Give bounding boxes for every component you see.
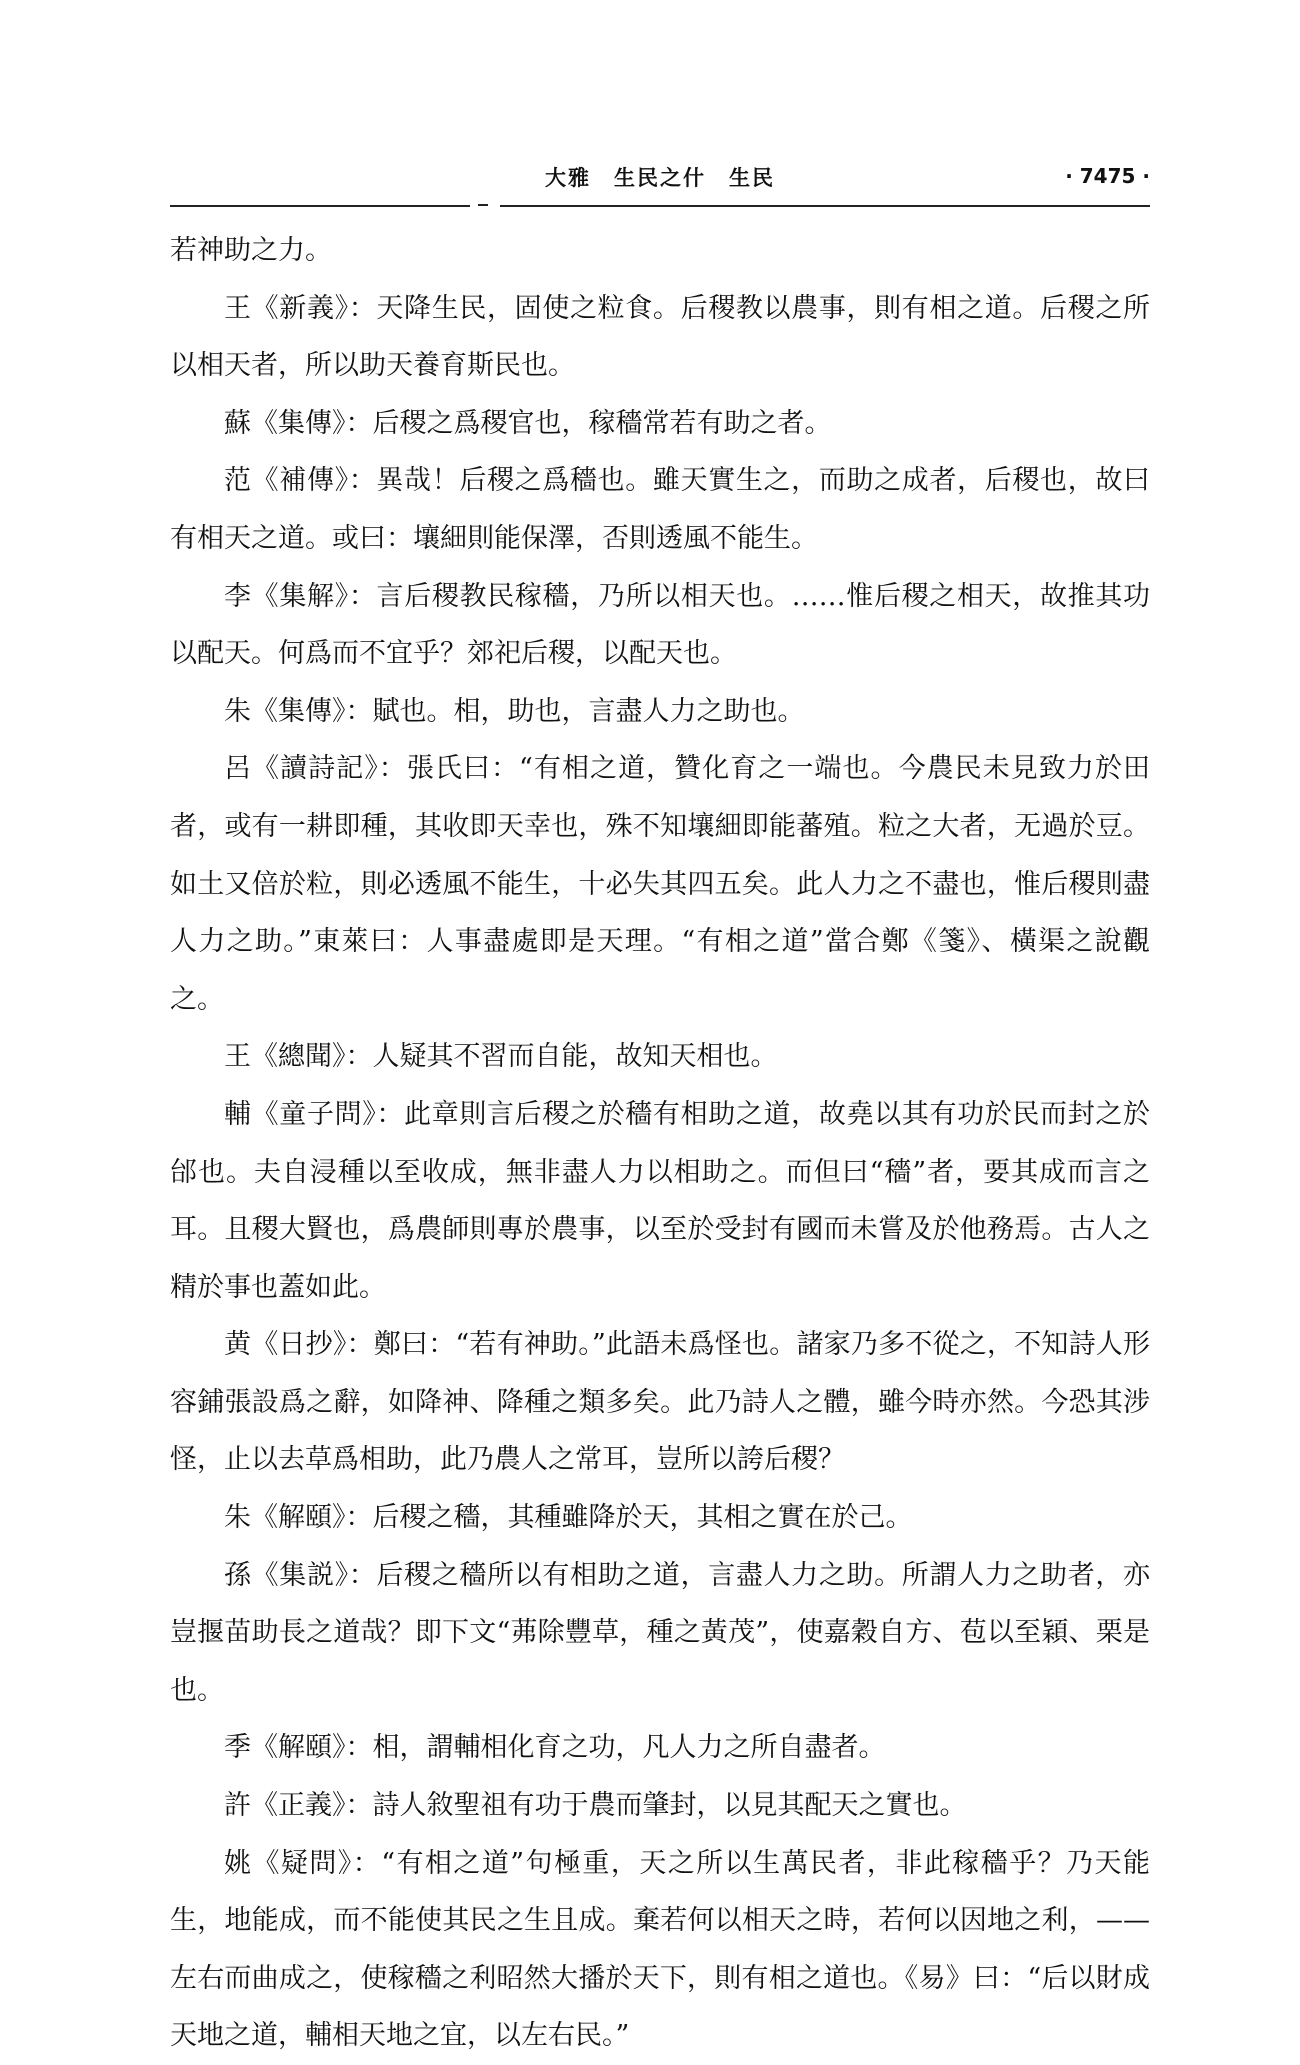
header-rule-left [170, 205, 470, 207]
paragraph: 許《正義》：詩人敘聖祖有功于農而肇封，以見其配天之實也。 [224, 1790, 967, 1822]
paragraph: 呂《讀詩記》：張氏曰：“有相之道，贊化育之一端也。今農民未見致力於田者，或有一耕即種，其收即天幸也，殊不知壤細即能蕃殖。粒之大者，无過於豆。如土又倍於粒，則必透風不能生，十必失其四五矣。此人力之不盡也，惟后稷則盡人力之助。”東萊曰：人事盡處即是天理。“有相之道”當合鄭《箋》、橫渠之說觀之。 [170, 753, 1150, 1015]
paragraph: 若神助之力。 [170, 235, 332, 266]
paragraph: 姚《疑問》：“有相之道”句極重，天之所以生萬民者，非此稼穡乎？乃天能生，地能成，而不能使其民之生且成。棄若何以相天之時，若何以因地之利，——左右而曲成之，使稼穡之利昭然大播於天下，則有相之道也。《易》曰：“后以財成天地之道，輔相天地之宜，以左右民。” [170, 1847, 1150, 2052]
header-rule-right [500, 205, 1150, 207]
page-number: · 7475 · [1065, 164, 1150, 188]
header-title: 大雅 生民之什 生民 [545, 165, 775, 190]
paragraph: 輔《童子問》：此章則言后稷之於穡有相助之道，故堯以其有功於民而封之於邰也。夫自浸種以至收成，無非盡人力以相助之。而但曰“穡”者，要其成而言之耳。且稷大賢也，爲農師則專於農事，以至於受封有國而未嘗及於他務焉。古人之精於事也蓋如此。 [170, 1098, 1150, 1303]
paragraph: 李《集解》：言后稷教民稼穡，乃所以相天也。……惟后稷之相天，故推其功以配天。何爲而不宜乎？郊祀后稷，以配天也。 [170, 580, 1150, 670]
paragraph: 范《補傳》：異哉！后稷之爲穡也。雖天實生之，而助之成者，后稷也，故曰有相天之道。或曰：壤細則能保澤，否則透風不能生。 [170, 465, 1150, 554]
paragraph: 王《新義》：天降生民，固使之粒食。后稷教以農事，則有相之道。后稷之所以相天者，所以助天養育斯民也。 [170, 292, 1150, 382]
paragraph: 王《總聞》：人疑其不習而自能，故知天相也。 [224, 1041, 778, 1073]
paragraph: 黄《日抄》：鄭曰：“若有神助。”此語未爲怪也。諸家乃多不從之，不知詩人形容鋪張設爲之辭，如降神、降種之類多矣。此乃詩人之體，雖今時亦然。今恐其涉怪，止以去草爲相助，此乃農人之常耳，豈所以誇后稷？ [170, 1329, 1150, 1476]
body-text [170, 222, 1150, 2065]
running-header [170, 156, 1150, 196]
header-rule-dash [478, 204, 488, 206]
paragraph: 蘇《集傳》：后稷之爲稷官也，稼穡常若有助之者。 [224, 407, 832, 439]
paragraph: 朱《解頤》：后稷之穡，其種雖降於天，其相之實在於己。 [224, 1502, 913, 1534]
paragraph: 季《解頤》：相，謂輔相化育之功，凡人力之所自盡者。 [224, 1732, 886, 1764]
paragraph: 孫《集説》：后稷之穡所以有相助之道，言盡人力之助。所謂人力之助者，亦豈揠苗助長之道哉？即下文“茀除豐草，種之黃茂”，使嘉穀自方、苞以至穎、栗是也。 [170, 1559, 1150, 1706]
paragraph: 朱《集傳》：賦也。相，助也，言盡人力之助也。 [224, 695, 805, 727]
